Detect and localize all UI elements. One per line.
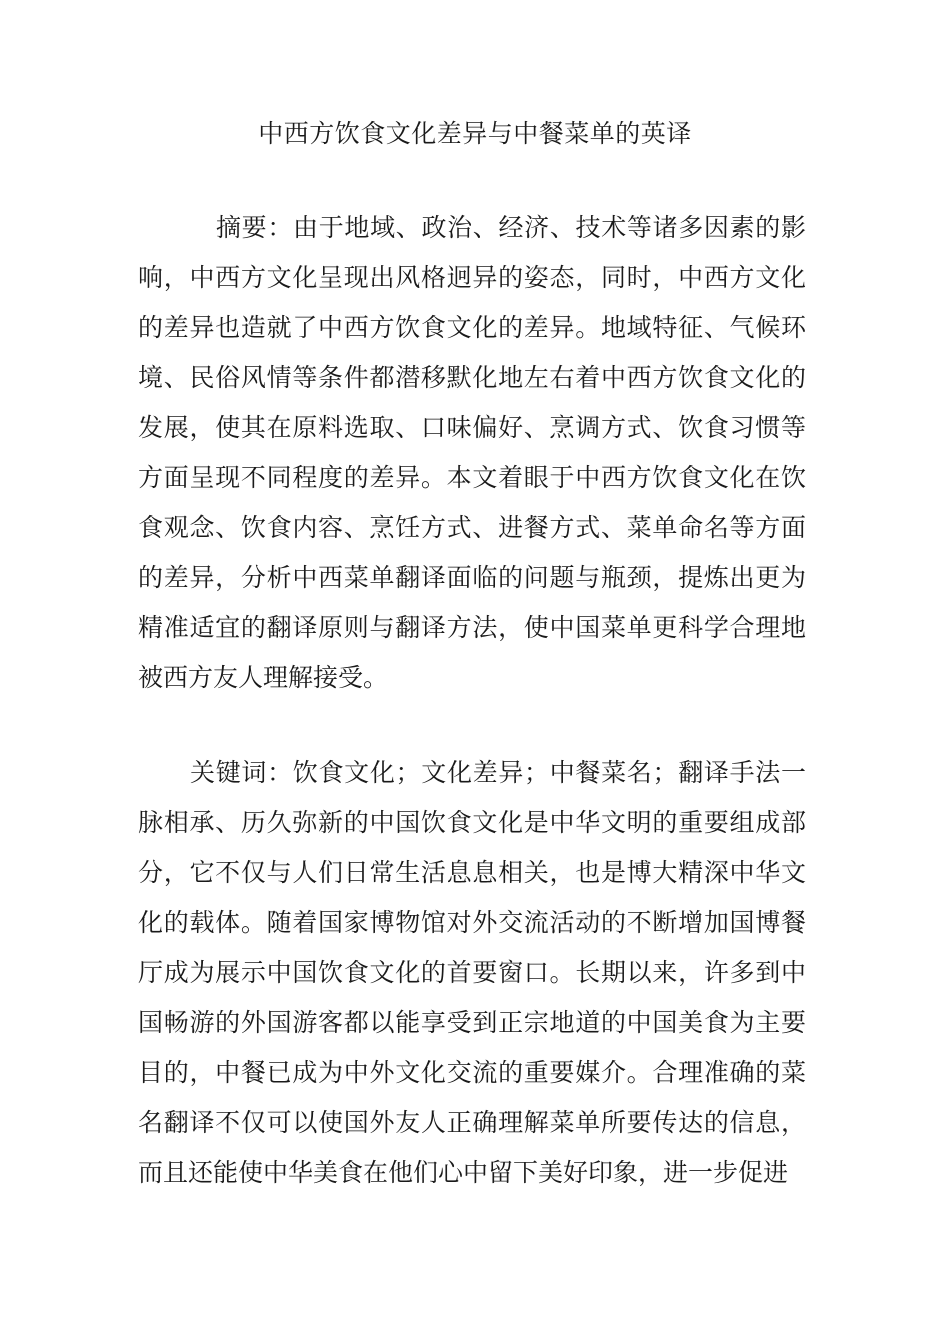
abstract-paragraph xyxy=(138,203,806,703)
document-title: 中西方饮食文化差异与中餐菜单的英译 xyxy=(258,119,692,148)
keywords-label: 关键词： xyxy=(190,758,293,787)
keywords-paragraph xyxy=(138,748,806,1198)
abstract-label: 摘要： xyxy=(216,213,294,242)
abstract-text: 由于地域、政治、经济、技术等诸多因素的影响，中西方文化呈现出风格迥异的姿态，同时，中西方文化的差异也造就了中西方饮食文化的差异。地域特征、气候环境、民俗风情等条件都潜移默化地左右着中西方饮食文化的发展，使其在原料选取、口味偏好、烹调方式、饮食习惯等方面呈现不同程度的差异。本文着眼于中西方饮食文化在饮食观念、饮食内容、烹饪方式、进餐方式、菜单命名等方面的差异，分析中西菜单翻译面临的问题与瓶颈，提炼出更为精准适宜的翻译原则与翻译方法，使中国菜单更科学合理地被西方友人理解接受。 xyxy=(138,213,806,692)
keywords-text: 饮食文化；文化差异；中餐菜名；翻译手法一脉相承、历久弥新的中国饮食文化是中华文明的重要组成部分，它不仅与人们日常生活息息相关，也是博大精深中华文化的载体。随着国家博物馆对外交流活动的不断增加国博餐厅成为展示中国饮食文化的首要窗口。长期以来，许多到中国畅游的外国游客都以能享受到正宗地道的中国美食为主要目的，中餐已成为中外文化交流的重要媒介。合理准确的菜名翻译不仅可以使国外友人正确理解菜单所要传达的信息，而且还能使中华美食在他们心中留下美好印象，进一步促进 xyxy=(138,758,806,1187)
